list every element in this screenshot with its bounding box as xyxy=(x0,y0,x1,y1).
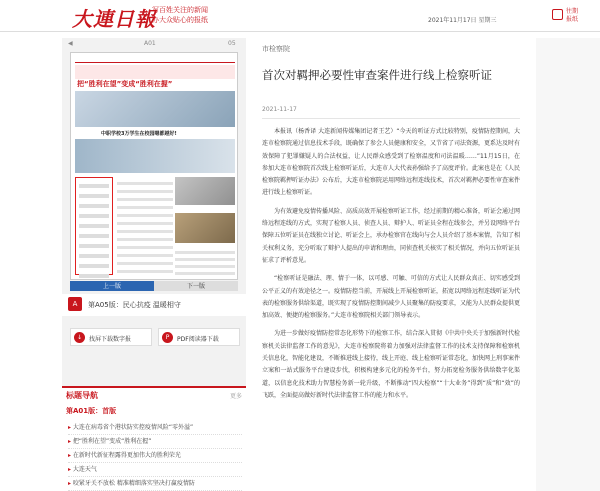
section-label: 第A05版：民心抗疫 温暖相守 xyxy=(88,301,181,309)
paper-photo-4[interactable] xyxy=(175,213,235,243)
article-paragraph: “检察听证是融法、理、情于一体，以可感、可触、可信的方式让人民群众真正、切实感受到公平正义的有效途径之一。疫情防控当前，开展线上开展检察听证，拓宽以网络远程连线听证为代表的检察服务供给渠道，既实现了疫情防控期间减少人员聚集的防疫要求，又能为人民群众提供更加高效、便捷的检察服务。”大连市检察院相关部门领导表示。 xyxy=(262,275,521,320)
site-logo[interactable]: 大連日報 xyxy=(72,7,156,31)
past-issues-label-2: 报纸 xyxy=(566,16,579,23)
guide-item[interactable]: ▸ 大连天气 xyxy=(68,463,242,477)
download-pdf-reader-label: PDF阅读器下载 xyxy=(177,336,219,343)
next-page-button[interactable]: 下一版 xyxy=(154,281,238,291)
guide-more-link[interactable]: 更多 xyxy=(229,393,242,400)
past-issues-button[interactable] xyxy=(552,6,592,26)
article-paragraph: 本报讯（杨香译 大连新闻传媒集团记者王艺）“今天的听证方式比较特别，疫情防控期间，大连市检察院通过信息技术手段，既确保了参会人员健康和安全，又节省了司法资源，更系达及时有效保障了犯罪嫌疑人的合法权益，让人民群众感受到了检察温度和司法温暖……”11月15日，在参加大连市检察院首次线上检察听证后，大连市人大代表孙强给予了高度评价。此案也是在《人民检察院羁押听证办法》公布后，大连市检察院运用网络远程连线技术，首次对羁押必要性审查案件进行线上检察听证。 xyxy=(262,128,521,197)
article-paragraph: 为有效避免疫情传播风险、高质高效开展检察听证工作，经过前期的精心准备，听证会通过网络远程连线的方式，实现了检察人员、侦查人员、辩护人、听证员全程在线参会，并另设网络平台保障五位听证员在线独立讨论、听证会上，承办检察官在线向与会人员介绍了基本案情，告知了相关权利义务，充分听取了辩护人提出的申请和理由，同侦查机关核实了相关情况，并向五位听证员征求了评析意见。 xyxy=(262,207,521,264)
slogan-line-1: 写百姓关注的新闻 xyxy=(152,6,208,14)
right-margin xyxy=(536,38,600,491)
guide-list xyxy=(68,421,242,491)
issue-date: 2021年11月17日 星期三 xyxy=(428,17,497,24)
paper-headline[interactable]: 把“胜利在望”变成“胜利在握” xyxy=(77,80,173,88)
paper-page-code: A01 xyxy=(144,40,156,47)
paper-photo-2[interactable] xyxy=(75,139,235,173)
download-paper-label: 找屏下载数字报 xyxy=(89,336,132,343)
left-sidebar xyxy=(62,38,246,491)
download-paper-button[interactable] xyxy=(70,328,152,346)
article-paragraph: 为进一步做好疫情防控常态化形势下的检察工作，结合深入贯彻《中共中央关于加强新时代检察机关法律监督工作的意见》，大连市检察院将着力加强对法律监督工作的技术支持保障和检察机关信息化，智能化建设，不断推进线上接待，线上开庭、线上检察听证常态化，加快网上刑事案件立案和一站式服务平台建设步伐，积极构建多元化的检务平台，努力拓宽检务服务供给数字化渠道，以信息化技术助力智慧检务新一轮升级，不断推动“四大检察”“十大业务”得到“质”和“效”的飞跃，全面提高做好新时代法律监督工作的能力和水平。 xyxy=(262,330,521,399)
current-section[interactable] xyxy=(62,294,246,316)
pdf-icon: P xyxy=(162,332,173,343)
page-nav xyxy=(70,280,238,290)
download-icon: ↓ xyxy=(74,332,85,343)
highlighted-article-region[interactable] xyxy=(75,177,113,275)
paper-photo-3[interactable] xyxy=(175,177,235,205)
article-date: 2021-11-17 xyxy=(262,106,297,113)
guide-title: 标题导航 xyxy=(66,391,98,400)
paper-photo-1[interactable] xyxy=(75,91,235,127)
article-body xyxy=(262,126,520,408)
download-row xyxy=(62,326,246,350)
article-divider xyxy=(262,118,520,119)
guide-item[interactable]: ▸ 把“胜利在望”变成“胜利在握” xyxy=(68,435,242,449)
article-panel xyxy=(246,38,536,491)
paper-prev-icon[interactable]: ◀ xyxy=(68,40,73,47)
calendar-icon xyxy=(552,9,563,20)
paper-header-band xyxy=(75,65,235,79)
headline-navigation xyxy=(62,386,246,491)
download-pdf-reader-button[interactable] xyxy=(158,328,240,346)
paper-masthead xyxy=(75,55,235,63)
paper-toolbar xyxy=(64,40,244,50)
site-slogan xyxy=(152,5,208,25)
guide-section-title[interactable]: 第A01版：首版 xyxy=(66,407,117,415)
article-title: 首次对羁押必要性审查案件进行线上检察听证 xyxy=(262,68,492,82)
guide-item[interactable]: ▸ 在新时代新征程露得更加伟大的胜利荣光 xyxy=(68,449,242,463)
paper-page-number: 05 xyxy=(228,40,236,47)
newspaper-page-thumbnail[interactable] xyxy=(70,52,238,280)
paper-text-column-2[interactable] xyxy=(175,247,235,279)
site-header xyxy=(0,0,600,32)
article-column: 市检察院 xyxy=(262,45,290,53)
paper-text-column[interactable] xyxy=(117,177,173,275)
guide-item[interactable]: ▸ 大连在病毒省个港状防实控疫情风险“零外溢” xyxy=(68,421,242,435)
past-issues-label-1: 往期 xyxy=(566,8,579,15)
section-icon: A xyxy=(68,297,82,311)
guide-item[interactable]: ▸ 咬紧牙关不放松 精准精细落实坚决打赢疫情防 xyxy=(68,477,242,491)
paper-subhead[interactable]: 中职学校3万学生在校园嗯都越好! xyxy=(101,131,177,137)
prev-page-button[interactable]: 上一版 xyxy=(70,281,154,291)
slogan-line-2: 办大众贴心的报纸 xyxy=(152,16,208,24)
